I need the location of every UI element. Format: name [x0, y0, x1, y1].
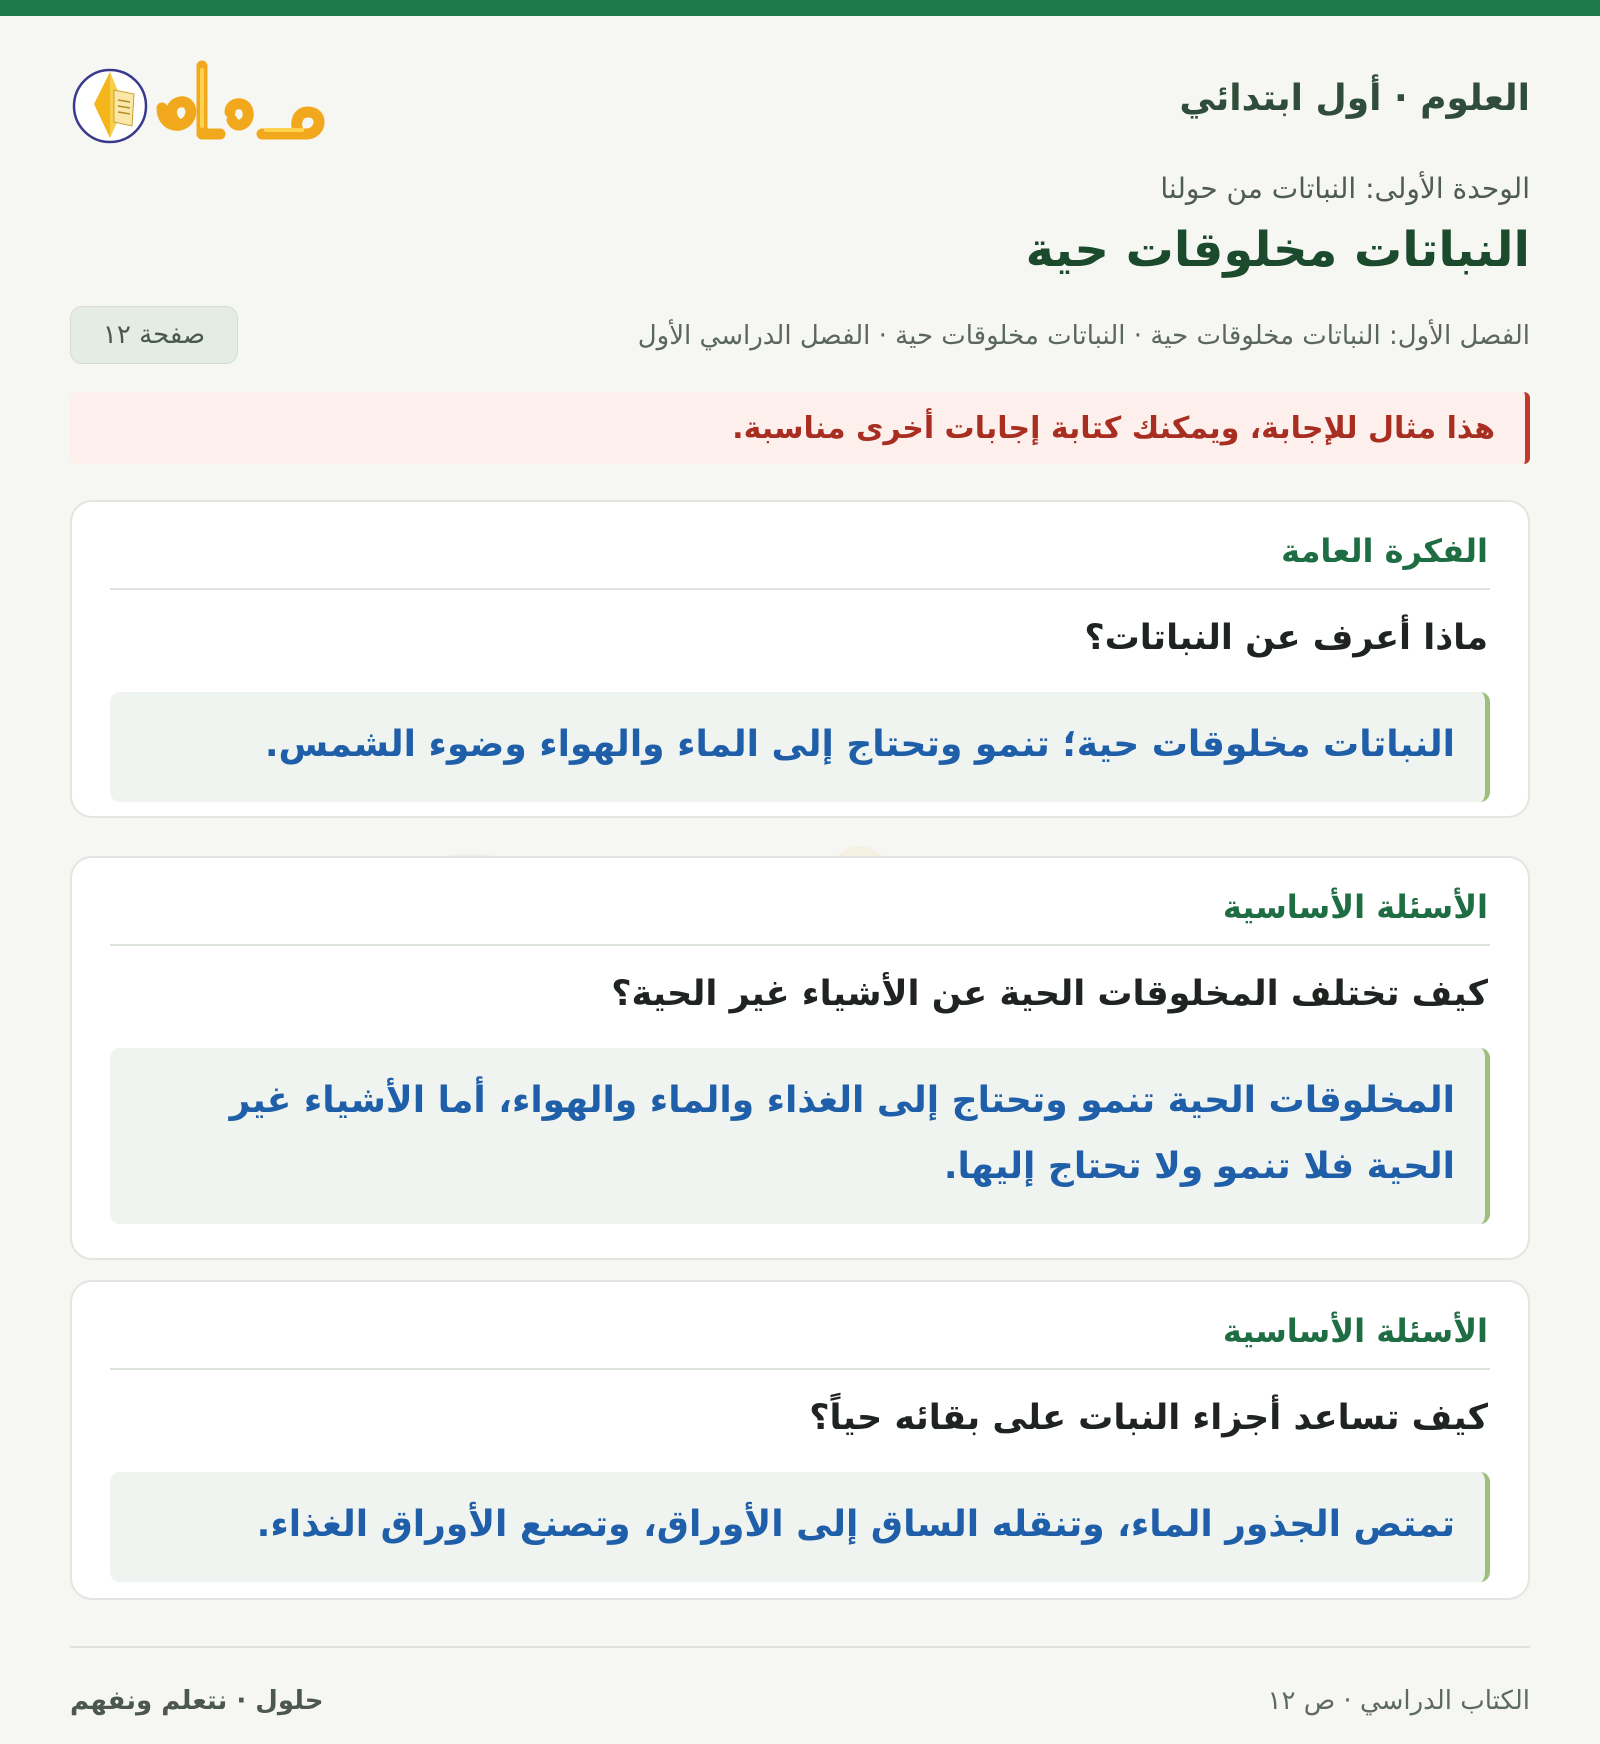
header [70, 16, 1530, 176]
card-divider [110, 588, 1490, 590]
card-essential-question-1 [70, 856, 1530, 1260]
question-text: كيف تساعد أجزاء النبات على بقائه حياً؟ [809, 1398, 1488, 1438]
breadcrumb: الفصل الأول: النباتات مخلوقات حية · النباتات مخلوقات حية · الفصل الدراسي الأول [637, 321, 1530, 351]
page-number-badge: صفحة ١٢ [70, 306, 238, 364]
answer-box [110, 1472, 1490, 1582]
question-text: كيف تختلف المخلوقات الحية عن الأشياء غير الحية؟ [611, 974, 1488, 1014]
answer-text: النباتات مخلوقات حية؛ تنمو وتحتاج إلى الماء والهواء وضوء الشمس. [264, 724, 1455, 765]
unit-label: الوحدة الأولى: النباتات من حولنا [1160, 172, 1530, 205]
answer-box [110, 1048, 1490, 1224]
question-text: ماذا أعرف عن النباتات؟ [1084, 618, 1488, 658]
card-essential-question-2 [70, 1280, 1530, 1600]
card-divider [110, 1368, 1490, 1370]
note-text: هذا مثال للإجابة، ويمكنك كتابة إجابات أخرى مناسبة. [732, 410, 1495, 446]
card-heading: الأسئلة الأساسية [1222, 888, 1488, 926]
subject-title: العلوم · أول ابتدائي [1179, 78, 1530, 119]
footer-divider [70, 1646, 1530, 1648]
lesson-title: النباتات مخلوقات حية [1025, 222, 1530, 278]
page [70, 16, 1530, 1744]
footer-brand: حلول · نتعلم ونفهم [70, 1686, 324, 1716]
card-heading: الأسئلة الأساسية [1222, 1312, 1488, 1350]
answer-example-note [70, 392, 1530, 464]
answer-text: تمتص الجذور الماء، وتنقله الساق إلى الأوراق، وتصنع الأوراق الغذاء. [256, 1504, 1455, 1545]
halool-logo[interactable] [70, 46, 340, 156]
card-main-idea [70, 500, 1530, 818]
answer-box [110, 692, 1490, 802]
card-heading: الفكرة العامة [1281, 532, 1488, 570]
top-accent-bar [0, 0, 1600, 16]
answer-text: المخلوقات الحية تنمو وتحتاج إلى الغذاء والماء والهواء، أما الأشياء غير الحية فلا تنمو ولا تحتاج إليها. [229, 1080, 1455, 1187]
card-divider [110, 944, 1490, 946]
footer-page-ref: الكتاب الدراسي · ص ١٢ [1267, 1686, 1530, 1716]
